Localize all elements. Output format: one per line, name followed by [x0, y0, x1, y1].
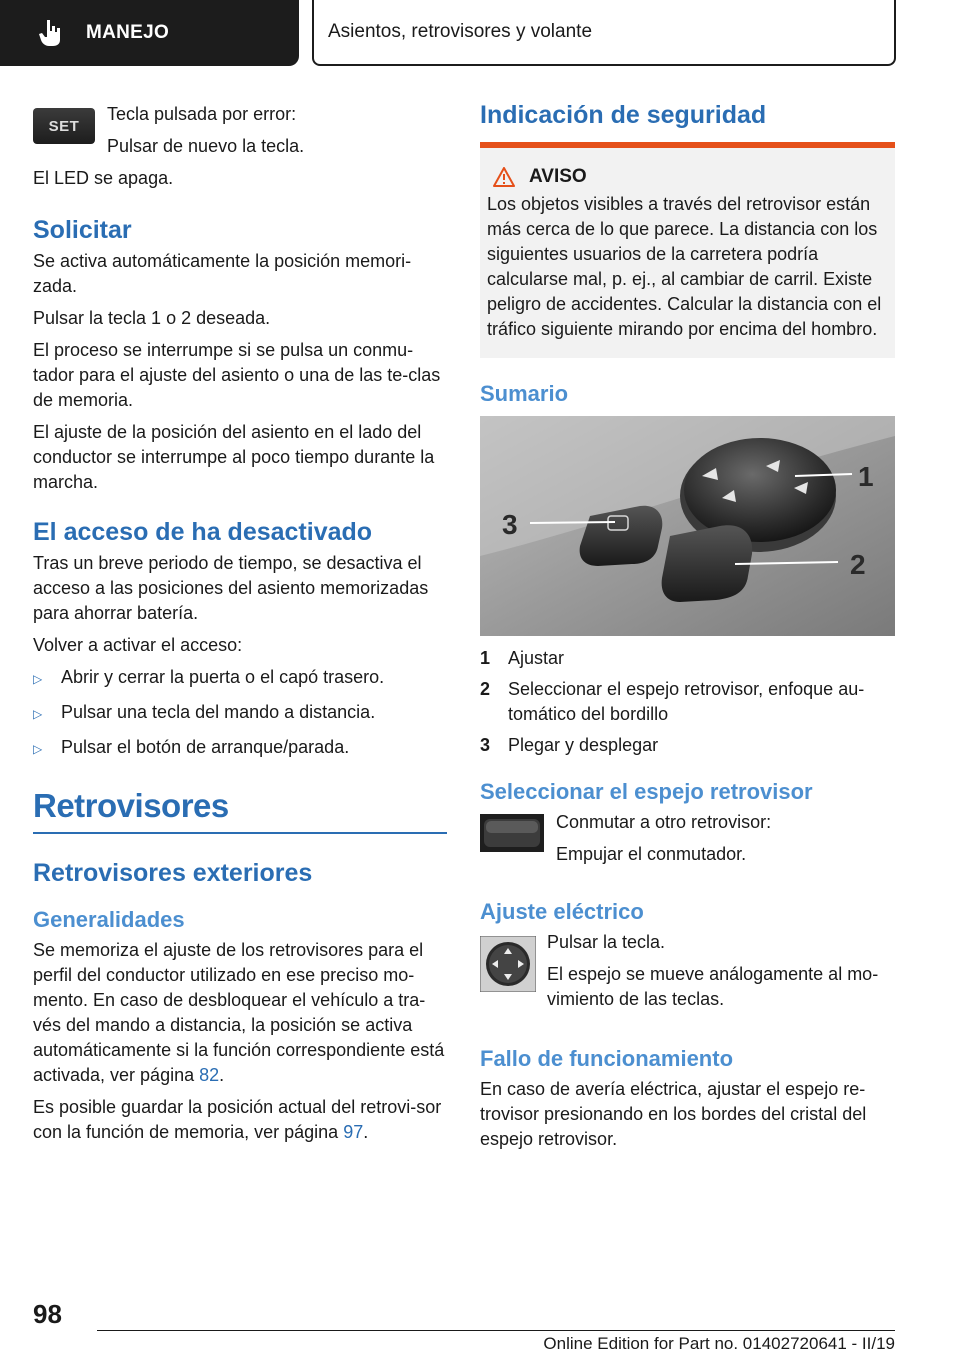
warning-triangle-icon	[493, 167, 515, 187]
fallo-text: En caso de avería eléctrica, ajustar el espejo re-trovisor presionando en los bordes del cristal del espejo retrovisor.	[480, 1079, 867, 1149]
warning-label: AVISO	[529, 166, 587, 187]
steering-hand-icon	[38, 18, 64, 48]
fallo-heading: Fallo de funcionamiento	[480, 1046, 734, 1071]
mirror-control-photo	[480, 416, 895, 636]
warning-box	[480, 142, 895, 358]
callout-1: 1	[858, 461, 874, 492]
mirror-adjust-pad-icon	[480, 936, 536, 992]
set-line-2: Pulsar de nuevo la tecla.	[107, 136, 305, 156]
solicitar-para-3: El proceso se interrumpe si se pulsa un conmu-tador para el ajuste del asiento o una de las te-clas de memoria.	[33, 340, 441, 410]
acceso-para-1: Tras un breve periodo de tiempo, se desactiva el acceso a las posiciones del asiento memorizadas para ahorrar batería.	[33, 553, 429, 623]
ajuste-block	[480, 930, 895, 1019]
ajuste-line-2: El espejo se mueve análogamente al mo-vimiento de las teclas.	[547, 964, 879, 1009]
ajuste-heading: Ajuste eléctrico	[480, 899, 644, 924]
exteriores-heading: Retrovisores exteriores	[33, 859, 313, 887]
page-number: 98	[33, 1299, 62, 1329]
list-item: ▷ Pulsar una tecla del mando a distancia.	[33, 700, 447, 727]
right-column	[480, 98, 895, 1159]
mirror-selector-switch-icon	[480, 814, 544, 852]
set-key-icon: SET	[33, 108, 95, 144]
footer-divider	[97, 1330, 895, 1331]
page-link[interactable]: 82	[199, 1065, 220, 1085]
led-off-text: El LED se apaga.	[33, 168, 174, 188]
list-item: 2 Seleccionar el espejo retrovisor, enfoque au-tomático del bordillo	[480, 679, 865, 724]
solicitar-para-2: Pulsar la tecla 1 o 2 deseada.	[33, 308, 271, 328]
seleccionar-line-1: Conmutar a otro retrovisor:	[556, 812, 772, 832]
seleccionar-heading: Seleccionar el espejo retrovisor	[480, 779, 813, 804]
page-link[interactable]: 97	[343, 1122, 364, 1142]
generalidades-para-2: Es posible guardar la posición actual del retrovi-sor con la función de memoria, ver página 97.	[33, 1097, 442, 1142]
edition-text: Online Edition for Part no. 01402720641 - II/19	[543, 1334, 895, 1353]
section-tab-label: MANEJO	[86, 22, 170, 43]
set-line-1: Tecla pulsada por error:	[107, 104, 297, 124]
list-item: 1 Ajustar	[480, 648, 565, 668]
set-key-block	[33, 98, 447, 166]
acceso-bullets	[33, 665, 447, 762]
ajuste-line-1: Pulsar la tecla.	[547, 932, 666, 952]
list-item: ▷ Abrir y cerrar la puerta o el capó trasero.	[33, 665, 447, 692]
page-header	[0, 0, 960, 66]
callout-3: 3	[502, 509, 518, 540]
triangle-bullet-icon: ▷	[33, 742, 43, 756]
chapter-heading: Retrovisores	[33, 786, 447, 834]
generalidades-heading: Generalidades	[33, 907, 185, 932]
acceso-heading: El acceso de ha desactivado	[33, 518, 373, 546]
photo-legend	[480, 646, 895, 758]
solicitar-para-4: El ajuste de la posición del asiento en el lado del conductor se interrumpe al poco tiempo durante la marcha.	[33, 422, 435, 492]
chapter-tab-label: Asientos, retrovisores y volante	[328, 21, 593, 42]
left-column	[33, 98, 447, 1152]
seleccionar-line-2: Empujar el conmutador.	[556, 844, 747, 864]
warning-text: Los objetos visibles a través del retrovisor están más cerca de lo que parece. La distancia con los siguientes usuarios de la carretera podría calcularse mal, p. ej., al cambiar de carril. Existe peligro de accidentes. Calcular la distancia con el tráfico siguiente mirando por encima del hombro.	[487, 194, 882, 339]
seguridad-heading: Indicación de seguridad	[480, 101, 767, 129]
list-item: ▷ Pulsar el botón de arranque/parada.	[33, 735, 447, 762]
acceso-para-2: Volver a activar el acceso:	[33, 635, 243, 655]
list-item: 3 Plegar y desplegar	[480, 735, 659, 755]
callout-2: 2	[850, 549, 866, 580]
solicitar-heading: Solicitar	[33, 216, 132, 244]
sumario-heading: Sumario	[480, 381, 569, 406]
triangle-bullet-icon: ▷	[33, 707, 43, 721]
chapter-tab	[312, 0, 896, 66]
section-tab	[0, 0, 299, 66]
solicitar-para-1: Se activa automáticamente la posición memori-zada.	[33, 251, 412, 296]
triangle-bullet-icon: ▷	[33, 672, 43, 686]
generalidades-para-1: Se memoriza el ajuste de los retrovisores para el perfil del conductor utilizado en ese preciso mo-mento. En caso de desbloquear el vehículo a tra-vés del mando a distancia, la posición se activa automáticamente si la función correspondiente está activada, ver página 82.	[33, 940, 445, 1085]
seleccionar-block	[480, 810, 895, 874]
